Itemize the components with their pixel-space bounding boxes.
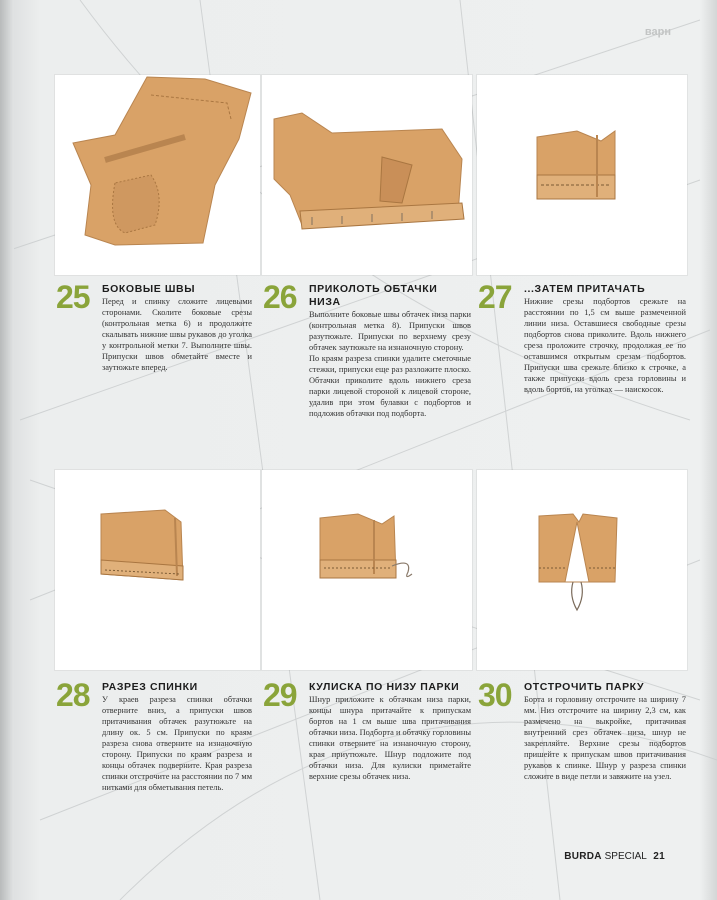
step-30 [478, 677, 686, 782]
step-title: РАЗРЕЗ СПИНКИ [102, 681, 198, 693]
step-28 [56, 677, 252, 793]
side-seams-illustration [55, 75, 260, 275]
corner-text: варн [644, 26, 671, 38]
step-text: Нижние срезы подбортов срежьте на расстоянии по 1,5 см выше размеченной линии низа. Оставшиеся свободные срезы подбортов снова приколите. Вдоль нижнего среза проложите строчку, продолжая ее по оставшимся открытым срезам подбортов. Припуски шва срежьте близко к строчке, а также припуски вдоль среза горловины и вдоль бортов, на уголках — наискосок. [524, 297, 686, 394]
step-number: 28 [56, 677, 90, 713]
step-number: 25 [56, 279, 90, 315]
step-29 [263, 677, 471, 782]
step-text: У краев разреза спинки обтачки отверните вниз, а припуски швов притачивания обтачек разутюжьте на длину ок. 5 см. Припуски по краям разреза снова отверните на изнаночную сторону. Припуски по краям разреза и концы обтачек подверните. Края разреза спинки отстрочите на расстоянии по 7 мм нитками для обметывания петель. [102, 695, 252, 792]
step-text: Перед и спинку сложите лицевыми сторонами. Сколите боковые срезы (контрольная метка 6) и продолжите скалывать нижние швы рукавов до уголка у контрольной метки 7. Выполните швы. Припуски швов обметайте вместе и заутюжьте вперед. [102, 297, 252, 372]
step-title: КУЛИСКА ПО НИЗУ ПАРКИ [309, 681, 460, 693]
step-title: ПРИКОЛОТЬ ОБТАЧКИ НИЗА [309, 283, 438, 308]
page-footer [564, 851, 665, 862]
footer-brand: BURDA [564, 851, 602, 862]
step-title: ...ЗАТЕМ ПРИТАЧАТЬ [524, 283, 646, 295]
footer-edition: SPECIAL [604, 851, 647, 862]
step-25 [56, 279, 252, 373]
photo-step-28 [55, 470, 260, 670]
step-number: 30 [478, 677, 512, 713]
step-title: ОТСТРОЧИТЬ ПАРКУ [524, 681, 645, 693]
photo-step-25 [55, 75, 260, 275]
topstitch-parka-illustration [477, 470, 687, 670]
step-number: 29 [263, 677, 297, 713]
step-text: Борта и горловину отстрочите на ширину 7 мм. Низ отстрочите на ширину 2,3 см, как размечено на выкройке, притачивая внутренний срез обтачек низа, шнур не закрепляйте. Верхние срезы подбортов пришейте к припускам швов притачивания рукавов к спинке. Шнур у разреза спинки сложите в виде петли и завяжите на узел. [524, 695, 686, 781]
step-text: Шнур приложите к обтачкам низа парки, концы шнура притачайте к припускам бортов на 1 см выше шва притачивания обтачки низа. Подборта и обтачку горловины спинки отверните на изнаночную сторону, края приутюжьте. Шнур подложите под обтачки низа. Для кулиски приметайте верхние срезы обтачек низа. [309, 695, 471, 781]
photo-step-29 [262, 470, 472, 670]
step-number: 27 [478, 279, 512, 315]
book-spine-shadow [0, 0, 14, 900]
step-number: 26 [263, 279, 297, 315]
step-text: Выполните боковые швы обтачек низа парки (контрольная метка 8). Припуски швов разутюжьте. Припуски по верхнему срезу обтачек заутюжьте на изнаночную сторону. По краям разреза спинки удалите сметочные стежки, припуски еще раз разложите плоско. Обтачки приколите вдоль нижнего среза парки лицевой стороной к лицевой стороне, удалив при этом булавки с подбортов и подложив обтачки под подборта. [309, 310, 471, 418]
step-27 [478, 279, 686, 395]
facing-stitched-illustration [477, 75, 687, 275]
photo-step-30 [477, 470, 687, 670]
hem-facings-pinned-illustration [262, 75, 472, 275]
page-number: 21 [653, 851, 665, 862]
photo-step-26 [262, 75, 472, 275]
step-title: БОКОВЫЕ ШВЫ [102, 283, 196, 295]
back-slit-illustration [55, 470, 260, 670]
step-26 [263, 279, 471, 419]
drawstring-illustration [262, 470, 472, 670]
photo-step-27 [477, 75, 687, 275]
